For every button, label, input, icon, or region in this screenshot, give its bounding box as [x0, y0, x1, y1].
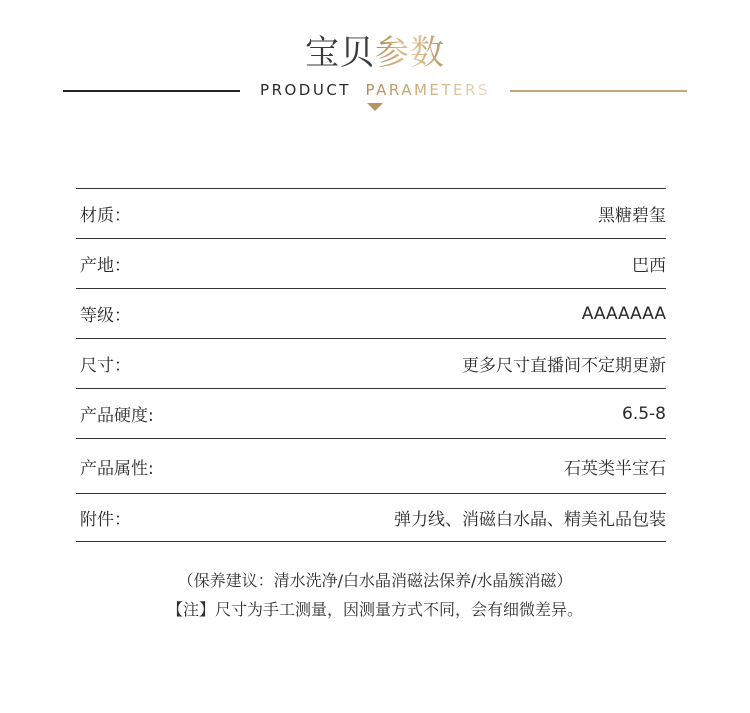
param-label: 尺寸： [80, 356, 131, 376]
param-label: 产品属性: [80, 458, 154, 479]
param-row-origin [76, 239, 666, 289]
param-value: 更多尺寸直播间不定期更新 [462, 356, 666, 376]
param-row-size [76, 339, 666, 389]
subtitle-part-1: PRODUCT [260, 81, 351, 99]
param-value: 石英类半宝石 [564, 458, 666, 479]
measure-note: 【注】尺寸为手工测量，因测量方式不同，会有细微差异。 [166, 600, 583, 619]
param-label: 产地： [80, 256, 131, 276]
subtitle-part-2: PARAMETERS [365, 81, 490, 99]
caret-down-icon [367, 103, 383, 111]
param-row-accessories [76, 494, 666, 542]
param-label: 等级： [80, 306, 131, 326]
param-row-hardness [76, 389, 666, 439]
param-value: 黑糖碧玺 [598, 206, 666, 226]
param-label: 产品硬度: [80, 406, 154, 426]
param-row-material [76, 189, 666, 239]
param-label: 附件： [80, 510, 131, 530]
page-subtitle [240, 80, 510, 100]
param-value: 巴西 [632, 256, 666, 276]
title-rule-left [63, 90, 240, 92]
param-value: AAAAAAA [581, 303, 666, 324]
title-part-1: 宝贝 [305, 33, 375, 73]
title-part-2: 参数 [375, 33, 445, 73]
param-value: 弹力线、消磁白水晶、精美礼品包装 [394, 510, 666, 530]
care-note: （保养建议：清水洗净/白水晶消磁法保养/水晶簇消磁） [177, 571, 573, 590]
param-label: 材质： [80, 206, 131, 226]
param-value: 6.5-8 [622, 403, 666, 424]
params-table [76, 188, 666, 542]
page-title [0, 30, 750, 76]
param-row-attribute [76, 439, 666, 494]
title-rule-right [510, 90, 687, 92]
param-row-grade [76, 289, 666, 339]
